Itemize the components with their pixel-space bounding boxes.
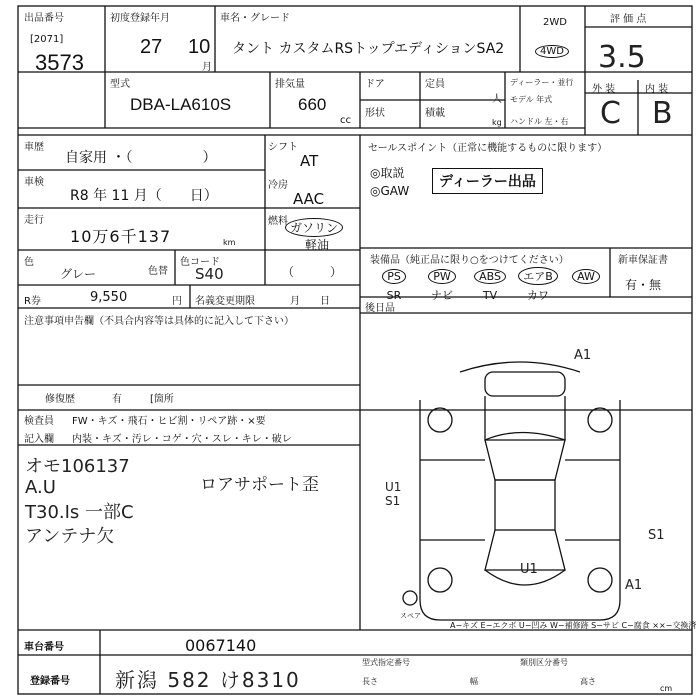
repair-label: 修復歴	[45, 394, 75, 405]
mark-top: A1	[574, 348, 592, 363]
name-change-value: 月 日	[290, 296, 330, 307]
model-value: DBA-LA610S	[130, 95, 232, 114]
entry-label: 記入欄	[24, 434, 54, 445]
inspection-value: R8 年 11 月（ 日）	[70, 188, 218, 204]
lot-number: 3573	[35, 50, 84, 75]
yen-unit: 円	[172, 296, 182, 307]
reg-label: 登録番号	[30, 676, 70, 687]
equipment-label: 装備品（純正品に限り○をつけてください）	[370, 255, 569, 266]
fuel-diesel: 軽油	[305, 238, 330, 252]
cm-unit: cm	[660, 684, 673, 693]
inspector-label: 検査員	[24, 416, 54, 427]
front-bumper-outline	[460, 362, 580, 372]
repair-part-label: [箇所	[150, 394, 174, 405]
mark-center-rear: U1	[520, 562, 538, 577]
width-label: 幅	[470, 677, 478, 686]
score-value: 3.5	[598, 40, 646, 75]
equip-aw: AW	[562, 269, 610, 284]
score-label: 評 価 点	[610, 14, 647, 25]
sales-point-label: セールスポイント（正常に機能するものに限ります）	[368, 143, 608, 154]
mark-rear-right: A1	[625, 578, 643, 593]
back-seat-label: 後日品	[365, 303, 395, 314]
note-line-1: オモ106137	[25, 456, 130, 477]
note-right: ロアサポート歪	[200, 475, 319, 495]
equip-airbag: エアB	[514, 267, 562, 285]
equip-sr: SR	[386, 289, 402, 302]
fuel-petrol: ガソリン	[285, 218, 343, 237]
chassis-label: 車台番号	[24, 642, 64, 653]
model-label: 型式	[110, 79, 130, 90]
equip-leather: カワ	[527, 289, 549, 302]
mileage-value: 10万6千137	[70, 227, 172, 246]
fuel-label: 燃料	[268, 216, 288, 227]
manual-item: ◎取説	[370, 166, 405, 180]
equip-abs: ABS	[466, 269, 514, 284]
spare-wheel	[403, 591, 417, 605]
reg-year: 27	[140, 36, 163, 58]
recycle-label: R券	[24, 296, 41, 307]
repair-value: 有	[112, 394, 122, 405]
legend-text: A−キズ E−エクボ U−凹み W−補修跡 S−サビ C−腐食 ××−交換済	[450, 621, 697, 630]
name-change-label: 名義変更期限	[195, 296, 255, 307]
exterior-label: 外 装	[592, 84, 616, 95]
notes-label: 注意事項申告欄（不具合内容等は具体的に記入して下さい）	[24, 316, 294, 327]
reg-value: 新潟 582 け8310	[115, 668, 301, 692]
color-code-label: 色コード	[180, 257, 220, 268]
displacement-label: 排気量	[275, 79, 305, 90]
shift-label: シフト	[268, 142, 298, 153]
door-label: ドア	[365, 79, 385, 90]
km-unit: km	[223, 238, 236, 247]
spare-label: スペア	[400, 612, 421, 620]
gaw-item: ◎GAW	[370, 184, 410, 198]
warranty-value: 有・無	[625, 278, 662, 292]
capacity-label: 定員	[425, 79, 445, 90]
color-label: 色	[24, 257, 34, 268]
ac-value: AAC	[293, 190, 325, 208]
usage-label: 車歴	[24, 142, 44, 153]
car-name: タント カスタムRSトップエディションSA2	[232, 41, 505, 57]
interior-label: 内 装	[645, 84, 669, 95]
mark-left: U1 S1	[385, 480, 402, 508]
fuel-other: （ ）	[282, 265, 343, 279]
equip-tv: TV	[482, 289, 498, 302]
cc-unit: cc	[340, 115, 351, 126]
person-unit: 人	[492, 94, 502, 105]
type-approval-label: 型式指定番号	[362, 658, 410, 667]
entry-items: 内装・キズ・汚レ・コゲ・穴・スレ・キレ・破レ	[72, 434, 292, 445]
drive-4wd: 4WD	[535, 45, 569, 58]
exterior-grade: C	[600, 96, 621, 131]
equip-navi: ナビ	[431, 289, 453, 302]
color-code-value: S40	[195, 265, 224, 283]
shift-value: AT	[300, 152, 319, 170]
inspection-label: 車検	[24, 177, 44, 188]
equip-ps: PS	[370, 269, 418, 284]
lot-sub: [2071]	[30, 34, 64, 45]
note-line-3: T30.Ⅰs 一部C	[25, 502, 134, 523]
month-unit: 月	[202, 62, 212, 73]
equip-pw: PW	[418, 269, 466, 284]
ac-label: 冷房	[268, 180, 288, 191]
kg-unit: kg	[492, 118, 502, 127]
load-label: 積載	[425, 108, 445, 119]
name-grade-label: 車名・グレード	[220, 13, 290, 24]
note-line-4: アンテナ欠	[25, 526, 115, 547]
category-label: 類別区分番号	[520, 658, 568, 667]
warranty-label: 新車保証書	[618, 255, 668, 266]
usage-value: 自家用 ・（ ）	[65, 150, 217, 166]
model-year: モデル 年式	[510, 95, 553, 104]
drive-2wd: 2WD	[543, 17, 567, 28]
lot-label: 出品番号	[24, 13, 64, 24]
inspector-items: FW・キズ・飛石・ヒビ割・リペア跡・×要	[72, 416, 266, 427]
displacement-value: 660	[298, 95, 327, 114]
height-label: 高さ	[580, 677, 596, 686]
reg-month: 10	[188, 36, 211, 58]
note-line-2: A.U	[25, 477, 56, 498]
first-reg-label: 初度登録年月	[110, 13, 170, 24]
color-value: グレー	[60, 267, 97, 281]
length-label: 長さ	[362, 677, 378, 686]
dealer-badge: ディーラー出品	[432, 168, 543, 194]
mark-right-rear: S1	[648, 528, 665, 543]
handle: ハンドル 左・右	[510, 117, 569, 126]
dealer-parallel: ディーラー・並行	[510, 78, 574, 87]
recycle-amount: 9,550	[90, 290, 128, 305]
chassis-value: 0067140	[185, 636, 257, 655]
mileage-label: 走行	[24, 215, 44, 226]
shape-label: 形状	[365, 108, 385, 119]
color-change-label: 色替	[148, 266, 168, 277]
interior-grade: B	[652, 96, 673, 131]
